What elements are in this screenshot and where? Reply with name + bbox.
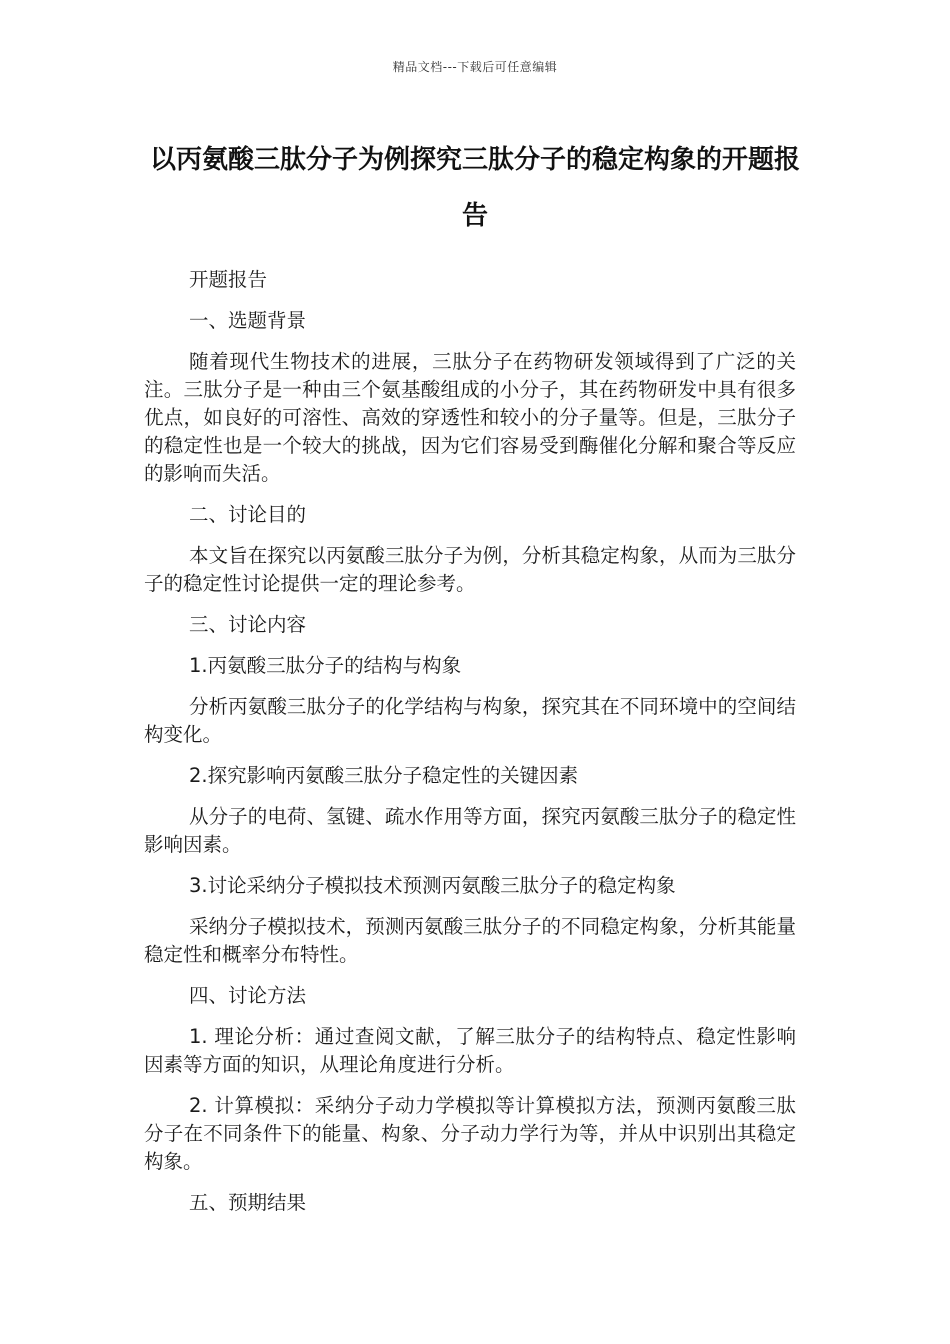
header-note: 精品文档---下载后可任意编辑 [392,60,558,74]
paragraph: 1. 理论分析：通过查阅文献，了解三肽分子的结构特点、稳定性影响因素等方面的知识，从理论角度进行分析。 [144,1025,796,1076]
document-body [144,266,796,1217]
paragraph: 本文旨在探究以丙氨酸三肽分子为例，分析其稳定构象，从而为三肽分子的稳定性讨论提供一定的理论参考。 [144,544,796,595]
section-heading: 四、讨论方法 [189,984,307,1007]
paragraph: 2. 计算模拟：采纳分子动力学模拟等计算模拟方法，预测丙氨酸三肽分子在不同条件下的能量、构象、分子动力学行为等，并从中识别出其稳定构象。 [144,1094,796,1173]
paragraph-label: 开题报告 [189,268,268,291]
section-heading: 三、讨论内容 [189,613,307,636]
document-title: 以丙氨酸三肽分子为例探究三肽分子的稳定构象的开题报告 [149,145,800,231]
section-heading: 一、选题背景 [189,309,307,332]
subsection-heading: 1.丙氨酸三肽分子的结构与构象 [189,654,462,677]
section-heading: 二、讨论目的 [189,503,307,526]
paragraph: 采纳分子模拟技术，预测丙氨酸三肽分子的不同稳定构象，分析其能量稳定性和概率分布特性。 [144,915,796,966]
subsection-heading: 3.讨论采纳分子模拟技术预测丙氨酸三肽分子的稳定构象 [189,874,676,897]
section-heading: 五、预期结果 [189,1191,307,1214]
paragraph: 从分子的电荷、氢键、疏水作用等方面，探究丙氨酸三肽分子的稳定性影响因素。 [144,805,796,856]
paragraph: 随着现代生物技术的进展，三肽分子在药物研发领域得到了广泛的关注。三肽分子是一种由三个氨基酸组成的小分子，其在药物研发中具有很多优点，如良好的可溶性、高效的穿透性和较小的分子量等。但是，三肽分子的稳定性也是一个较大的挑战，因为它们容易受到酶催化分解和聚合等反应的影响而失活。 [144,350,796,485]
paragraph: 分析丙氨酸三肽分子的化学结构与构象，探究其在不同环境中的空间结构变化。 [144,695,796,746]
subsection-heading: 2.探究影响丙氨酸三肽分子稳定性的关键因素 [189,764,579,787]
